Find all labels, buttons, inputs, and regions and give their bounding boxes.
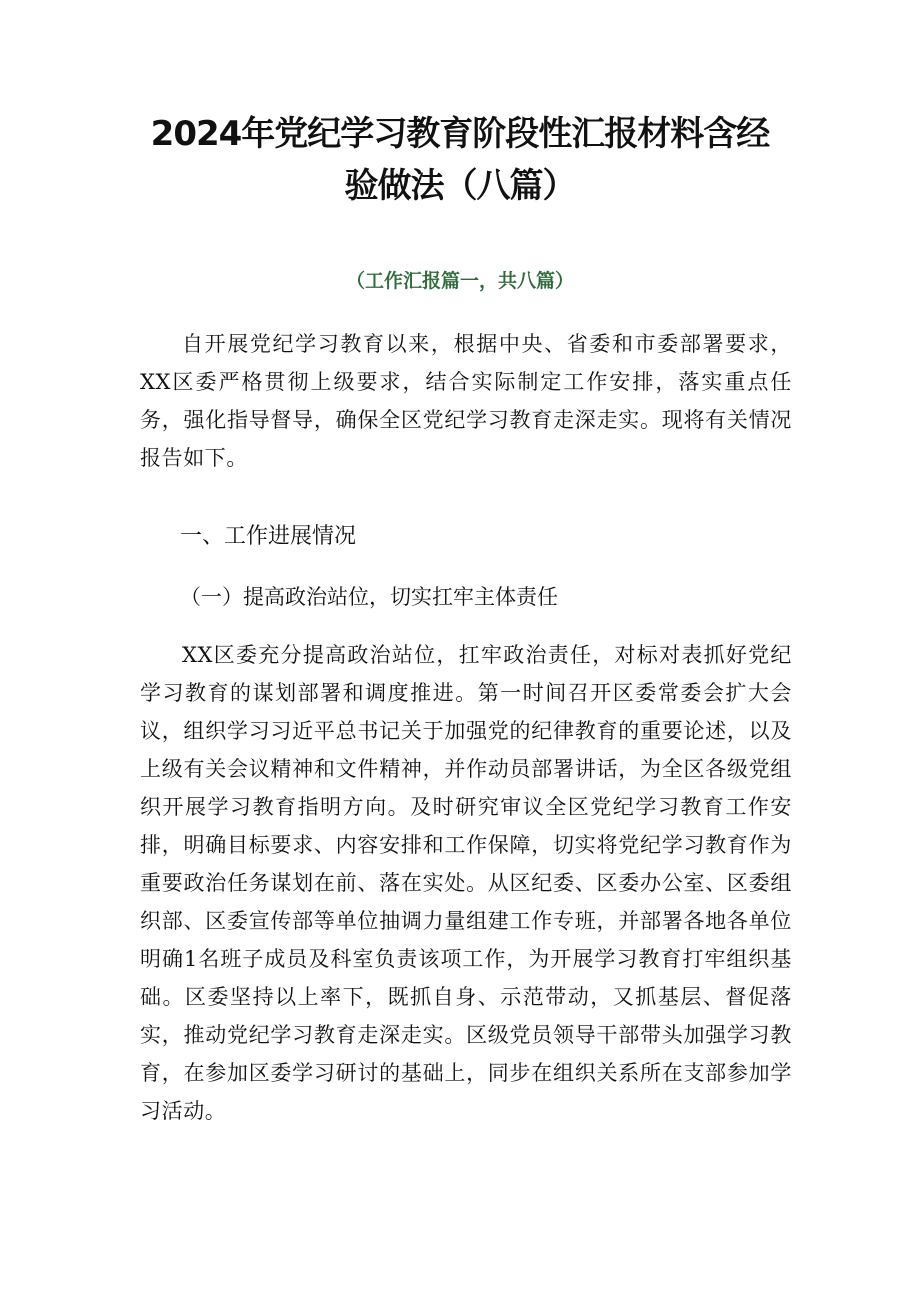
intro-paragraph: 自开展党纪学习教育以来，根据中央、省委和市委部署要求，XX区委严格贯彻上级要求，结合实际制定工作安排，落实重点任务，强化指导督导，确保全区党纪学习教育走深走实。现将有关情况报告如下。 — [140, 332, 792, 470]
section-heading: 一、工作进展情况 — [180, 524, 357, 549]
document-title: 2024年党纪学习教育阶段性汇报材料含经验做法（八篇） — [150, 114, 770, 206]
body-paragraph: XX区委充分提高政治站位，扛牢政治责任，对标对表抓好党纪学习教育的谋划部署和调度推进。第一时间召开区委常委会扩大会议，组织学习习近平总书记关于加强党的纪律教育的重要论述，以及上级有关会议精神和文件精神，并作动员部署讲话，为全区各级党组织开展学习教育指明方向。及时研究审议全区党纪学习教育工作安排，明确目标要求、内容安排和工作保障，切实将党纪学习教育作为重要政治任务谋划在前、落在实处。从区纪委、区委办公室、区委组织部、区委宣传部等单位抽调力量组建工作专班，并部署各地各单位明确1名班子成员及科室负责该项工作，为开展学习教育打牢组织基础。区委坚持以上率下，既抓自身、示范带动，又抓基层、督促落实，推动党纪学习教育走深走实。区级党员领导干部带头加强学习教育，在参加区委学习研讨的基础上，同步在组织关系所在支部参加学习活动。 — [140, 643, 792, 1123]
document-subtitle: （工作汇报篇一，共八篇） — [345, 270, 574, 292]
subsection-heading: （一）提高政治站位，切实扛牢主体责任 — [180, 585, 558, 609]
